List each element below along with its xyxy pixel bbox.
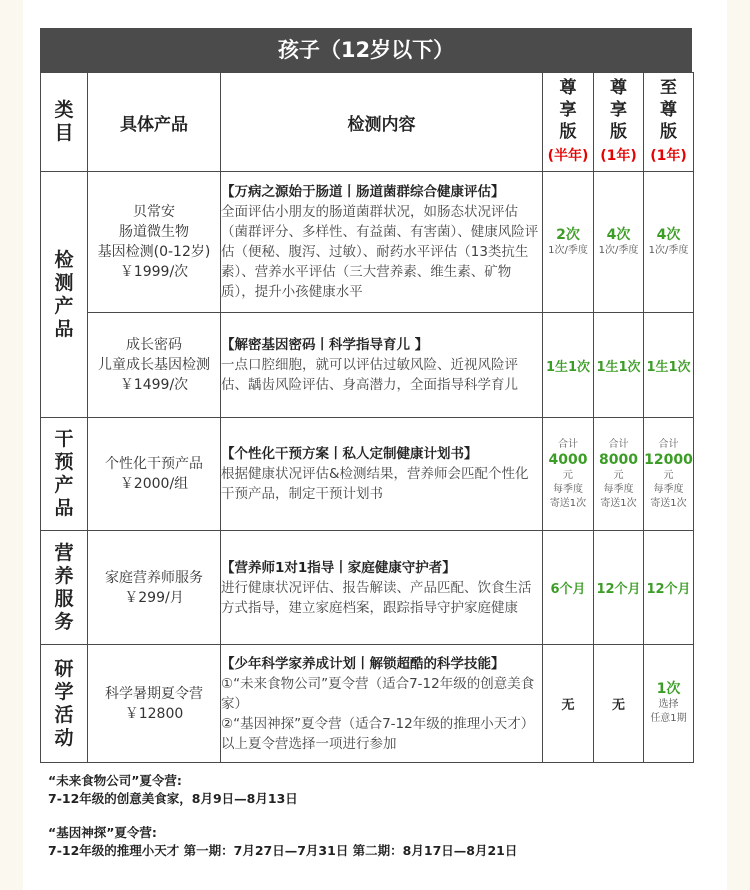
product-cell: 个性化干预产品 ￥2000/组 bbox=[88, 418, 221, 531]
header-row bbox=[41, 73, 694, 172]
value-cell: 1次 选择 任意1期 bbox=[644, 645, 694, 763]
product-cell: 科学暑期夏令营 ￥12800 bbox=[88, 645, 221, 763]
grid bbox=[40, 72, 694, 763]
header-version-3: 至尊版 (1年) bbox=[644, 73, 694, 172]
value-cell: 4次 1次/季度 bbox=[644, 172, 694, 313]
value-cell: 12个月 bbox=[644, 531, 694, 645]
header-version-2: 尊享版 (1年) bbox=[594, 73, 644, 172]
note-line: 7-12年级的推理小天才 第一期：7月27日—7月31日 第二期：8月17日—8月21日 bbox=[48, 843, 518, 858]
footnotes bbox=[48, 772, 688, 860]
table-row bbox=[41, 313, 694, 418]
value-cell: 无 bbox=[543, 645, 594, 763]
note-line: 7-12年级的创意美食家，8月9日—8月13日 bbox=[48, 791, 298, 806]
category-cell: 研学活动 bbox=[41, 645, 88, 763]
value-cell: 1生1次 bbox=[543, 313, 594, 418]
product-cell: 贝常安 肠道微生物 基因检测(0-12岁) ￥1999/次 bbox=[88, 172, 221, 313]
table-row bbox=[41, 531, 694, 645]
value-cell: 1生1次 bbox=[594, 313, 644, 418]
content-cell: 【少年科学家养成计划丨解锁超酷的科学技能】 ①“未来食物公司”夏令营（适合7-12年级的创意美食家） ②“基因神探”夏令营（适合7-12年级的推理小天才）以上夏令营选择一项进行参加 bbox=[221, 645, 543, 763]
value-cell: 6个月 bbox=[543, 531, 594, 645]
category-cell: 检测产品 bbox=[41, 172, 88, 418]
value-cell: 无 bbox=[594, 645, 644, 763]
category-cell: 营养服务 bbox=[41, 531, 88, 645]
table-row bbox=[41, 418, 694, 531]
header-content: 检测内容 bbox=[221, 73, 543, 172]
table-row bbox=[41, 172, 694, 313]
value-cell: 合计 4000 元 每季度 寄送1次 bbox=[543, 418, 594, 531]
content-cell: 【解密基因密码丨科学指导育儿 】 一点口腔细胞，就可以评估过敏风险、近视风险评估、龋齿风险评估、身高潜力，全面指导科学育儿 bbox=[221, 313, 543, 418]
value-cell: 2次 1次/季度 bbox=[543, 172, 594, 313]
table-row bbox=[41, 645, 694, 763]
product-cell: 家庭营养师服务 ￥299/月 bbox=[88, 531, 221, 645]
content-cell: 【个性化干预方案丨私人定制健康计划书】 根据健康状况评估&检测结果，营养师会匹配个性化干预产品，制定干预计划书 bbox=[221, 418, 543, 531]
header-category: 类目 bbox=[41, 73, 88, 172]
note-line: “基因神探”夏令营: bbox=[48, 825, 157, 840]
product-cell: 成长密码 儿童成长基因检测 ￥1499/次 bbox=[88, 313, 221, 418]
category-cell: 干预产品 bbox=[41, 418, 88, 531]
value-cell: 1生1次 bbox=[644, 313, 694, 418]
value-cell: 合计 12000 元 每季度 寄送1次 bbox=[644, 418, 694, 531]
value-cell: 4次 1次/季度 bbox=[594, 172, 644, 313]
note-line: “未来食物公司”夏令营: bbox=[48, 773, 182, 788]
table-title: 孩子（12岁以下） bbox=[40, 28, 692, 72]
content-cell: 【营养师1对1指导丨家庭健康守护者】 进行健康状况评估、报告解读、产品匹配、饮食生活方式指导，建立家庭档案，跟踪指导守护家庭健康 bbox=[221, 531, 543, 645]
value-cell: 12个月 bbox=[594, 531, 644, 645]
comparison-table bbox=[40, 28, 692, 763]
header-version-1: 尊享版 (半年) bbox=[543, 73, 594, 172]
value-cell: 合计 8000 元 每季度 寄送1次 bbox=[594, 418, 644, 531]
header-product: 具体产品 bbox=[88, 73, 221, 172]
content-cell: 【万病之源始于肠道丨肠道菌群综合健康评估】 全面评估小朋友的肠道菌群状况，如肠态状况评估（菌群评分、多样性、有益菌、有害菌）、健康风险评估（便秘、腹泻、过敏）、耐药水平评估（13类抗生素）、营养水平评估（三大营养素、维生素、矿物质），提升小孩健康水平 bbox=[221, 172, 543, 313]
